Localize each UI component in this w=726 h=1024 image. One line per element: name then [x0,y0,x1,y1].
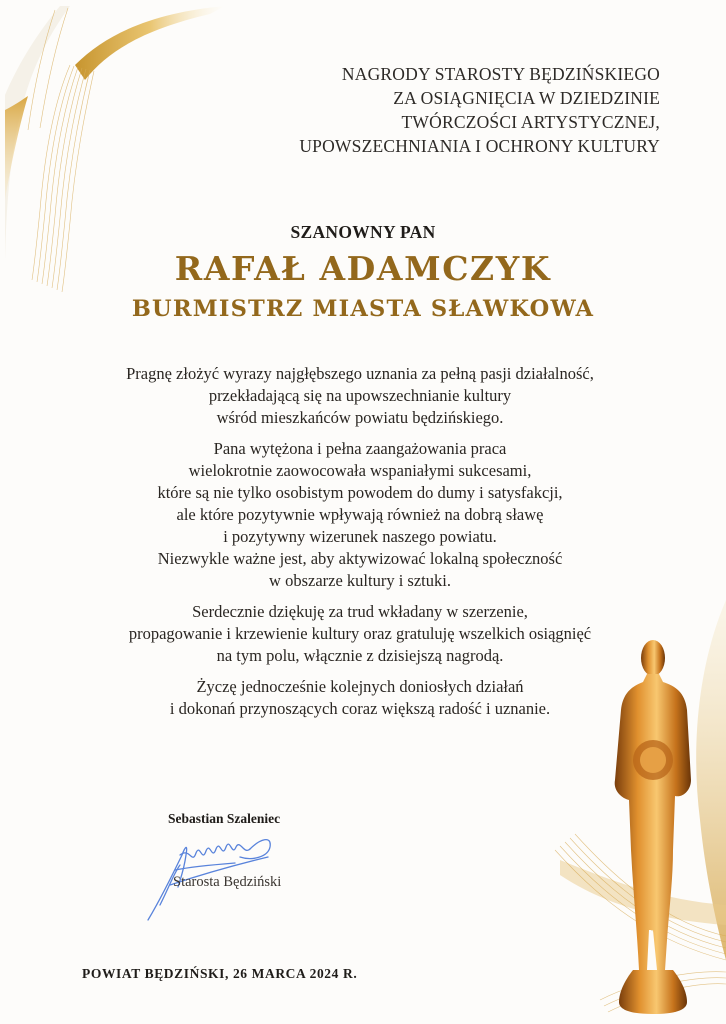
paragraph [60,601,660,667]
paragraph-line: na tym polu, włącznie z dzisiejszą nagrodą. [216,646,504,665]
paragraph-line: Życzę jednocześnie kolejnych doniosłych działań [196,677,524,696]
salutation: SZANOWNY PAN [290,222,436,242]
paragraph-line: które są nie tylko osobistym powodem do dumy i satysfakcji, [157,483,563,502]
paragraph-line: wielokrotnie zaowocowała wspaniałymi sukcesami, [188,461,532,480]
paragraph-line: w obszarze kultury i sztuki. [269,571,451,590]
paragraph-line: wśród mieszkańców powiatu będzińskiego. [216,408,504,427]
paragraph-line: Niezwykle ważne jest, aby aktywizować lokalną społeczność [157,549,563,568]
paragraph-line: Pana wytężona i pełna zaangażowania praca [213,439,507,458]
paragraph-line: Serdecznie dziękuję za trud wkładany w szerzenie, [192,602,528,621]
paragraph-line: propagowanie i krzewienie kultury oraz gratuluję wszelkich osiągnięć [128,624,592,643]
recipient-name: RAFAŁ ADAMCZYK [174,249,552,288]
paragraph-line: ale które pozytywnie wpływają również na dobrą sławę [176,505,544,524]
letter-body [60,363,660,729]
signatory-title: Starosta Będziński [173,874,282,890]
paragraph-line: i dokonań przynoszących coraz większą radość i uznanie. [169,699,551,718]
header-line: UPOWSZECHNIANIA I OCHRONY KULTURY [299,136,660,156]
paragraph [60,363,660,429]
header-line: ZA OSIĄGNIĘCIA W DZIEDZINIE [393,88,660,108]
header-line: TWÓRCZOŚCI ARTYSTYCZNEJ, [401,112,660,132]
award-header [240,62,660,158]
place-and-date: POWIAT BĘDZIŃSKI, 26 MARCA 2024 R. [82,966,358,981]
signatory-name: Sebastian Szaleniec [168,811,281,826]
paragraph [60,676,660,720]
recipient-role: BURMISTRZ MIASTA SŁAWKOWA [131,296,595,322]
paragraph-line: i pozytywny wizerunek naszego powiatu. [223,527,497,546]
paragraph-line: Pragnę złożyć wyrazy najgłębszego uznania za pełną pasji działalność, [126,364,594,383]
header-line: NAGRODY STAROSTY BĘDZIŃSKIEGO [341,64,660,84]
paragraph [60,438,660,592]
paragraph-line: przekładającą się na upowszechnianie kultury [208,386,512,405]
gold-statuette-icon [595,630,705,1015]
